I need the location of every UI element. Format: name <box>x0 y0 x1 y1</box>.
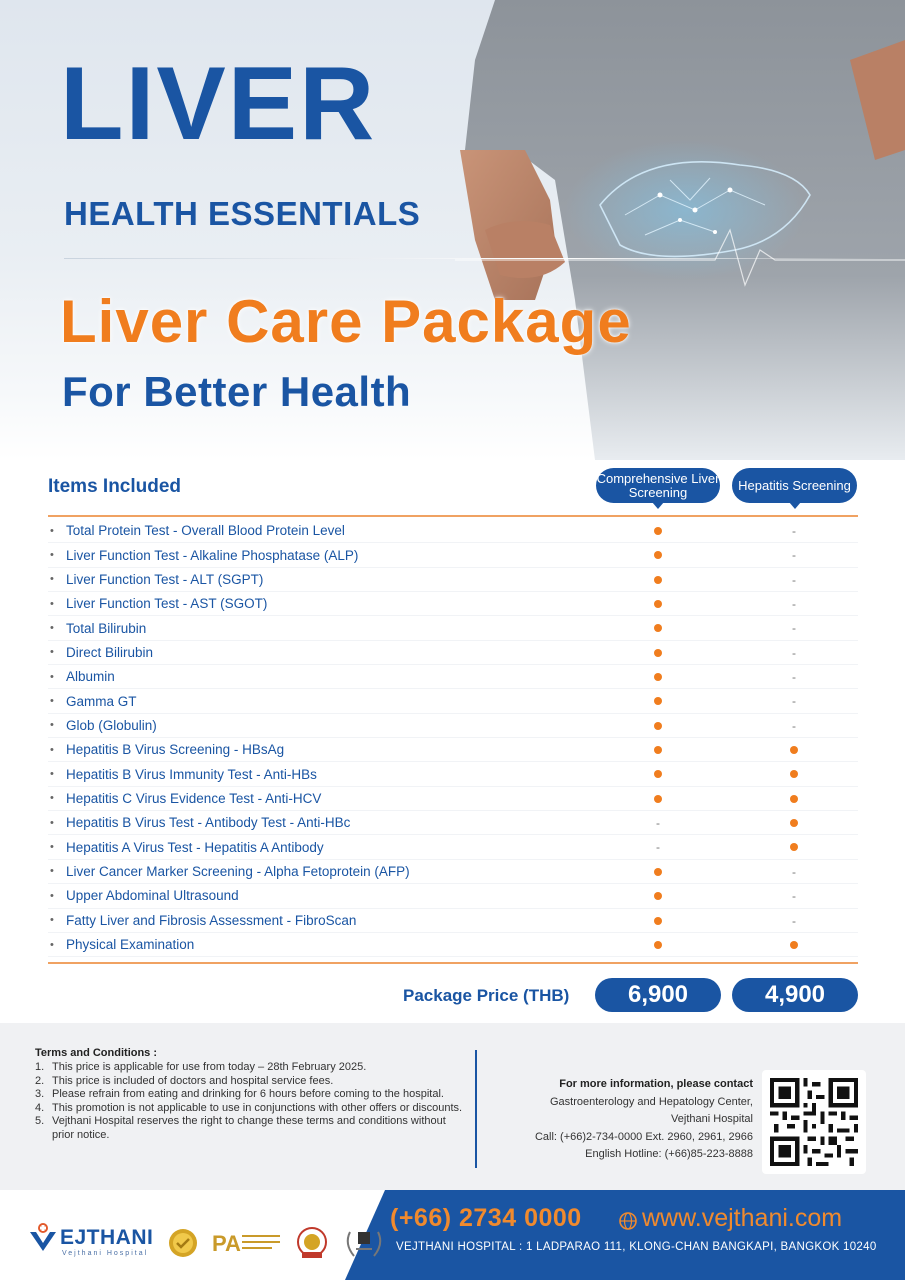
not-included-dash: - <box>792 572 796 587</box>
table-top-rule <box>48 515 858 517</box>
cell-comprehensive <box>648 909 668 933</box>
terms-item-text: This price is applicable for use from today – 28th February 2025. <box>52 1061 367 1073</box>
terms-item-text: Please refrain from eating and drinking for 6 hours before coming to the hospital. <box>52 1088 444 1100</box>
vejthani-v-icon <box>28 1222 58 1252</box>
row-bullet: • <box>50 646 54 659</box>
cell-comprehensive <box>648 933 668 957</box>
included-dot-icon <box>654 576 662 584</box>
not-included-dash: - <box>792 524 796 538</box>
item-name: Gamma GT <box>66 693 137 709</box>
cell-hepatitis <box>784 811 804 835</box>
table-row <box>48 543 858 567</box>
terms-title: Terms and Conditions : <box>35 1047 158 1059</box>
included-dot-icon <box>790 795 798 803</box>
accreditation-badges <box>168 1226 400 1260</box>
contact-block <box>535 1076 753 1164</box>
column-header-hepatitis: Hepatitis Screening <box>732 468 857 503</box>
table-row <box>48 787 858 811</box>
table-row <box>48 616 858 640</box>
table-row <box>48 714 858 738</box>
cell-hepatitis <box>784 835 804 859</box>
terms-item <box>35 1075 465 1089</box>
included-dot-icon <box>654 746 662 754</box>
row-bullet: • <box>50 889 54 902</box>
included-dot-icon <box>790 819 798 827</box>
terms-item-number: 2. <box>35 1074 45 1087</box>
cell-comprehensive <box>648 519 668 543</box>
included-dot-icon <box>654 697 662 705</box>
not-included-dash: - <box>792 913 796 928</box>
footer-phone[interactable]: (+66) 2734 0000 <box>390 1204 582 1232</box>
included-dot-icon <box>654 795 662 803</box>
contact-hospital: Vejthani Hospital <box>671 1113 753 1125</box>
table-row <box>48 519 858 543</box>
terms-item <box>35 1061 465 1075</box>
terms-item-number: 4. <box>35 1101 45 1114</box>
cell-comprehensive <box>648 860 668 884</box>
cell-hepatitis <box>784 689 804 713</box>
included-dot-icon <box>790 941 798 949</box>
package-tagline: For Better Health <box>62 368 412 415</box>
cell-comprehensive <box>648 641 668 665</box>
logo-tagline: Vejthani Hospital <box>62 1250 149 1257</box>
table-row <box>48 811 858 835</box>
table-row <box>48 909 858 933</box>
item-name: Hepatitis B Virus Screening - HBsAg <box>66 742 285 758</box>
item-name: Albumin <box>66 669 115 685</box>
row-bullet: • <box>50 792 54 805</box>
contact-center: Gastroenterology and Hepatology Center, <box>549 1095 753 1108</box>
terms-item-text: Vejthani Hospital reserves the right to change these terms and conditions without prior notice. <box>52 1115 446 1141</box>
cell-comprehensive <box>648 568 668 592</box>
item-name: Liver Function Test - ALT (SGPT) <box>66 571 264 587</box>
row-bullet: • <box>50 914 54 927</box>
not-included-dash: - <box>656 816 660 831</box>
qr-code[interactable] <box>762 1070 866 1174</box>
cell-comprehensive <box>648 543 668 567</box>
table-row <box>48 860 858 884</box>
hero-subtitle: HEALTH ESSENTIALS <box>64 195 421 232</box>
not-included-dash: - <box>792 597 796 612</box>
cell-comprehensive <box>648 787 668 811</box>
laurel-award-icon <box>342 1226 386 1260</box>
price-comprehensive: 6,900 <box>595 978 721 1012</box>
included-dot-icon <box>654 722 662 730</box>
svg-text:PA: PA <box>212 1231 241 1256</box>
cell-hepatitis <box>784 616 804 640</box>
row-bullet: • <box>50 816 54 829</box>
cell-comprehensive <box>648 689 668 713</box>
included-dot-icon <box>654 673 662 681</box>
cell-hepatitis <box>784 714 804 738</box>
hero-divider <box>64 258 884 259</box>
row-bullet: • <box>50 841 54 854</box>
footer-website[interactable]: www.vejthani.com <box>642 1204 843 1232</box>
hero-title: LIVER <box>60 46 377 162</box>
item-name: Total Bilirubin <box>66 620 147 636</box>
cell-comprehensive <box>648 835 668 859</box>
item-name: Physical Examination <box>66 937 195 953</box>
row-bullet: • <box>50 670 54 683</box>
terms-list <box>35 1061 465 1142</box>
item-name: Glob (Globulin) <box>66 717 157 733</box>
row-bullet: • <box>50 719 54 732</box>
terms-item-number: 3. <box>35 1088 45 1100</box>
item-name: Hepatitis A Virus Test - Hepatitis A Antibody <box>66 839 324 855</box>
column-header-comprehensive: Comprehensive Liver Screening <box>596 468 720 503</box>
terms-item <box>35 1102 465 1116</box>
item-name: Fatty Liver and Fibrosis Assessment - FibroScan <box>66 912 357 928</box>
included-dot-icon <box>790 770 798 778</box>
row-bullet: • <box>50 743 54 756</box>
cell-comprehensive <box>648 738 668 762</box>
not-included-dash: - <box>792 645 796 660</box>
row-bullet: • <box>50 865 54 878</box>
package-price-label: Package Price (THB) <box>403 986 570 1005</box>
item-name: Hepatitis B Virus Test - Antibody Test - Anti-HBc <box>66 815 351 831</box>
row-bullet: • <box>50 622 54 635</box>
not-included-dash: - <box>792 621 796 636</box>
included-dot-icon <box>654 600 662 608</box>
cell-comprehensive <box>648 762 668 786</box>
table-row <box>48 835 858 859</box>
cell-hepatitis <box>784 738 804 762</box>
row-bullet: • <box>50 695 54 708</box>
included-dot-icon <box>654 770 662 778</box>
row-bullet: • <box>50 573 54 586</box>
included-dot-icon <box>790 843 798 851</box>
table-row <box>48 738 858 762</box>
item-name: Liver Cancer Marker Screening - Alpha Fetoprotein (AFP) <box>66 863 410 879</box>
row-bullet: • <box>50 597 54 610</box>
cell-comprehensive <box>648 884 668 908</box>
item-name: Direct Bilirubin <box>66 644 154 660</box>
table-row <box>48 592 858 616</box>
runner-image <box>455 0 905 460</box>
item-name: Liver Function Test - AST (SGOT) <box>66 596 268 612</box>
included-dot-icon <box>790 746 798 754</box>
gold-seal-icon <box>168 1228 198 1258</box>
terms-item-text: This price is included of doctors and hospital service fees. <box>52 1074 334 1087</box>
row-bullet: • <box>50 549 54 562</box>
vejthani-logo[interactable] <box>28 1222 153 1257</box>
logo-wordmark: EJTHANI <box>60 1225 154 1249</box>
included-dot-icon <box>654 892 662 900</box>
cell-comprehensive <box>648 616 668 640</box>
not-included-dash: - <box>792 670 796 685</box>
included-dot-icon <box>654 624 662 632</box>
table-row <box>48 641 858 665</box>
contact-hotline: English Hotline: (+66)85-223-8888 <box>585 1148 753 1160</box>
included-dot-icon <box>654 527 662 535</box>
item-name: Upper Abdominal Ultrasound <box>66 888 239 904</box>
table-row <box>48 568 858 592</box>
qr-code-icon <box>770 1078 858 1166</box>
table-row <box>48 884 858 908</box>
terms-item <box>35 1088 465 1102</box>
not-included-dash: - <box>792 889 796 904</box>
table-row <box>48 665 858 689</box>
cell-hepatitis <box>784 933 804 957</box>
cell-hepatitis <box>784 909 804 933</box>
item-name: Hepatitis C Virus Evidence Test - Anti-HCV <box>66 790 322 806</box>
cell-hepatitis <box>784 665 804 689</box>
terms-item-number: 1. <box>35 1061 45 1073</box>
hero-banner <box>0 0 905 460</box>
cell-comprehensive <box>648 592 668 616</box>
terms-item <box>35 1115 465 1142</box>
items-table <box>48 519 858 957</box>
item-name: Total Protein Test - Overall Blood Protein Level <box>66 523 345 539</box>
package-title: Liver Care Package <box>60 288 632 355</box>
cell-hepatitis <box>784 519 804 543</box>
cell-hepatitis <box>784 543 804 567</box>
cell-hepatitis <box>784 641 804 665</box>
footer-address: VEJTHANI HOSPITAL : 1 LADPARAO 111, KLONG-CHAN BANGKAPI, BANGKOK 10240 <box>396 1241 877 1253</box>
award-emblem-icon <box>296 1226 328 1260</box>
cell-comprehensive <box>648 665 668 689</box>
table-row <box>48 689 858 713</box>
price-hepatitis: 4,900 <box>732 978 858 1012</box>
cell-hepatitis <box>784 762 804 786</box>
terms-item-number: 5. <box>35 1115 45 1127</box>
included-dot-icon <box>654 941 662 949</box>
not-included-dash: - <box>792 548 796 563</box>
not-included-dash: - <box>792 864 796 879</box>
table-bottom-rule <box>48 962 858 964</box>
not-included-dash: - <box>656 840 660 855</box>
terms-item-text: This promotion is not applicable to use in conjunctions with other offers or discounts. <box>52 1101 463 1114</box>
included-dot-icon <box>654 868 662 876</box>
not-included-dash: - <box>792 694 796 709</box>
included-dot-icon <box>654 551 662 559</box>
cell-comprehensive <box>648 714 668 738</box>
items-included-heading: Items Included <box>48 476 182 497</box>
cell-hepatitis <box>784 884 804 908</box>
not-included-dash: - <box>792 718 796 733</box>
included-dot-icon <box>654 649 662 657</box>
contact-call: Call: (+66)2-734-0000 Ext. 2960, 2961, 2966 <box>534 1130 753 1143</box>
cell-hepatitis <box>784 568 804 592</box>
contact-title: For more information, please contact <box>559 1078 753 1090</box>
cell-comprehensive <box>648 811 668 835</box>
row-bullet: • <box>50 524 54 537</box>
cell-hepatitis <box>784 787 804 811</box>
prime-minister-award-icon <box>212 1229 282 1257</box>
terms-divider <box>475 1050 477 1168</box>
row-bullet: • <box>50 938 54 951</box>
globe-icon <box>618 1211 638 1231</box>
table-row <box>48 933 858 957</box>
row-bullet: • <box>50 768 54 781</box>
included-dot-icon <box>654 917 662 925</box>
item-name: Liver Function Test - Alkaline Phosphatase (ALP) <box>66 547 359 563</box>
item-name: Hepatitis B Virus Immunity Test - Anti-HBs <box>66 766 317 782</box>
cell-hepatitis <box>784 860 804 884</box>
table-row <box>48 762 858 786</box>
cell-hepatitis <box>784 592 804 616</box>
